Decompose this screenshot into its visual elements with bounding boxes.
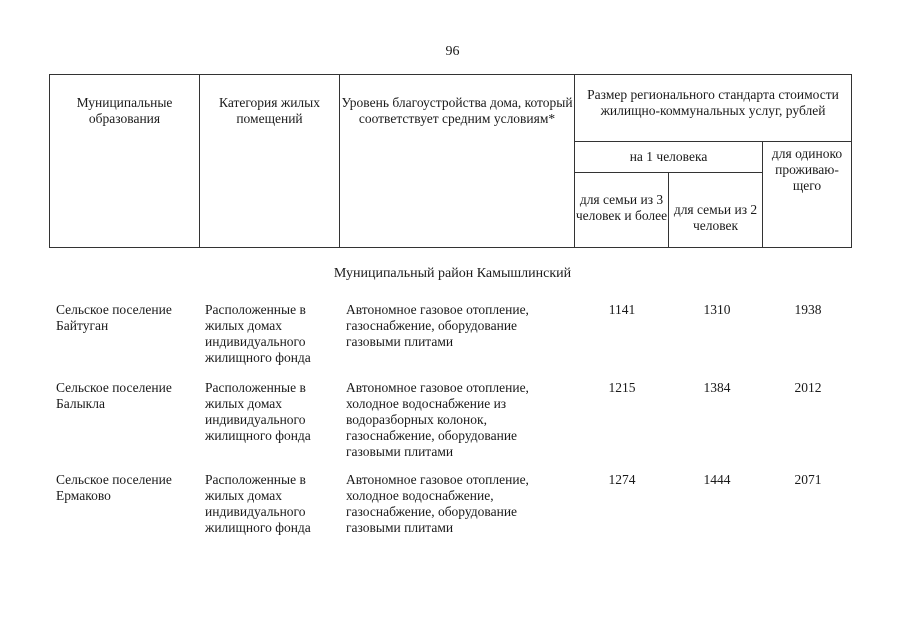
municipality-cell: Сельское поселение Байтуган bbox=[56, 302, 172, 333]
header-level: Уровень благоустройства дома, который соответствует средним условиям* bbox=[340, 75, 575, 248]
level-cell: Автономное газовое отопление, холодное водоснабжение из водоразборных колонок, газоснабжение, оборудование газовыми плитами bbox=[346, 380, 529, 459]
district-heading: Муниципальный район Камышлинский bbox=[333, 266, 572, 281]
level-cell: Автономное газовое отопление, газоснабжение, оборудование газовыми плитами bbox=[346, 302, 529, 349]
header-standard-size: Размер регионального стандарта стоимости жилищно-коммунальных услуг, рублей bbox=[575, 75, 852, 142]
family3-value: 1274 bbox=[608, 472, 636, 487]
single-value: 1938 bbox=[794, 302, 822, 317]
family3-value: 1215 bbox=[608, 380, 636, 395]
family2-value: 1444 bbox=[703, 472, 731, 487]
header-table bbox=[49, 74, 852, 248]
header-family3: для семьи из 3 человек и более bbox=[575, 173, 669, 248]
page-number: 96 bbox=[445, 44, 460, 59]
category-cell: Расположенные в жилых домах индивидуального жилищного фонда bbox=[205, 302, 311, 365]
header-family2: для семьи из 2 человек bbox=[669, 173, 763, 248]
municipality-cell: Сельское поселение Балыкла bbox=[56, 380, 172, 411]
header-single: для одиноко проживаю-щего bbox=[763, 142, 852, 248]
family3-value: 1141 bbox=[608, 302, 636, 317]
header-category: Категория жилых помещений bbox=[200, 75, 340, 248]
single-value: 2071 bbox=[794, 472, 822, 487]
single-value: 2012 bbox=[794, 380, 822, 395]
header-per-person: на 1 человека bbox=[575, 142, 763, 173]
category-cell: Расположенные в жилых домах индивидуального жилищного фонда bbox=[205, 472, 311, 535]
level-cell: Автономное газовое отопление, холодное водоснабжение, газоснабжение, оборудование газовыми плитами bbox=[346, 472, 529, 535]
family2-value: 1384 bbox=[703, 380, 731, 395]
municipality-cell: Сельское поселение Ермаково bbox=[56, 472, 172, 503]
header-municipalities: Муниципальные образования bbox=[50, 75, 200, 248]
category-cell: Расположенные в жилых домах индивидуального жилищного фонда bbox=[205, 380, 311, 443]
family2-value: 1310 bbox=[703, 302, 731, 317]
